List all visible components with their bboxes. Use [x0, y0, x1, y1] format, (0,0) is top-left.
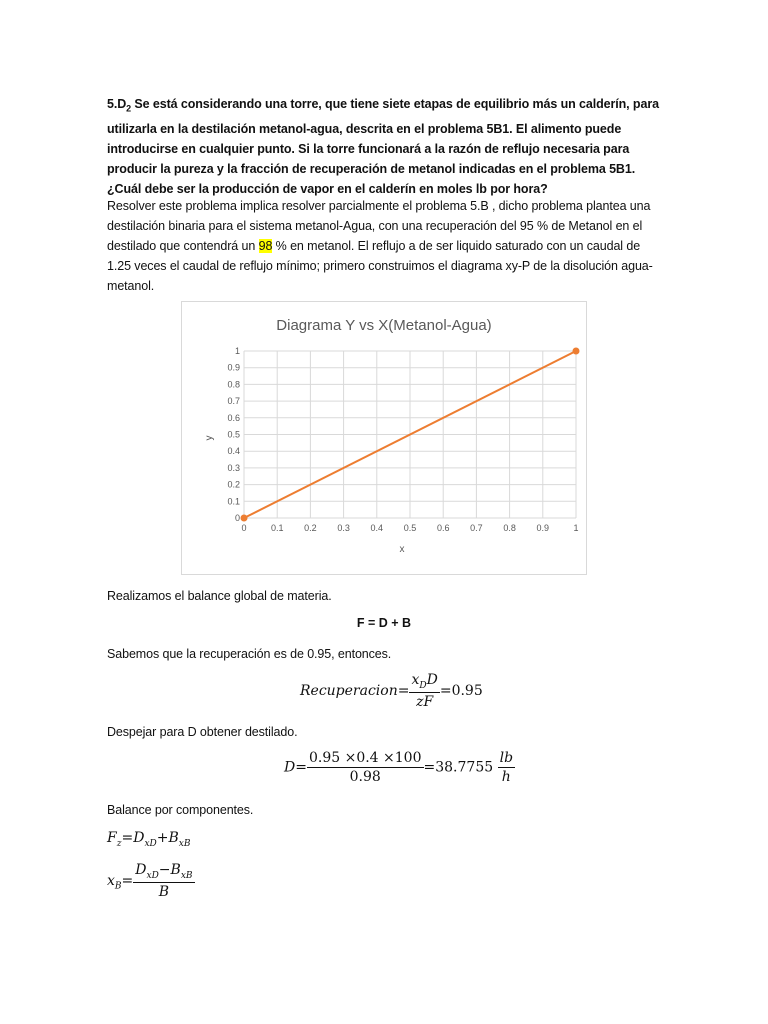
y-tick-label: 0.4 — [227, 446, 240, 457]
y-tick-label: 0.6 — [227, 412, 240, 423]
recovery-fraction — [409, 672, 439, 710]
chart-title: Diagrama Y vs X(Metanol-Agua) — [276, 317, 492, 334]
chart-container — [181, 301, 587, 575]
d-unit — [498, 750, 515, 785]
y-tick-label: 0.8 — [227, 379, 240, 390]
fz-d-sub: xD — [144, 838, 157, 849]
problem-label: 5.D — [107, 97, 127, 111]
x-tick-label: 0.7 — [470, 523, 483, 533]
problem-text: Se está considerando una torre, que tiene siete etapas de equilibrio más un calderín, para utilizarla en la destilación metanol-agua, descrita en el problema 5B1. El alimento puede introducirse en cualquier punto. Si la torre funcionará a la razón de reflujo necesaria para producir la pureza y la fracción de recuperación de metanol indicadas en el problema 5B1. ¿Cuál debe ser la producción de vapor en el calderín en moles lb por hora? — [107, 97, 659, 196]
fz-b: B — [168, 830, 179, 846]
y-tick-label: 0 — [234, 513, 240, 523]
problem-statement — [107, 94, 663, 199]
intro-paragraph — [107, 196, 663, 296]
x-tick-label: 0.5 — [403, 523, 417, 533]
problem-label-sub: 2 — [126, 103, 132, 114]
fz-b-sub: xB — [178, 838, 191, 849]
d-lhs: D — [284, 759, 296, 776]
d-fraction — [307, 750, 424, 785]
global-balance-equation: F = D + B — [356, 616, 412, 630]
global-balance-text: Realizamos el balance global de materia. — [107, 589, 332, 603]
x-tick-label: 1 — [573, 523, 579, 533]
fz-plus: + — [156, 830, 169, 846]
recovery-equation: Recuperacion= $\frac{x_DD}{zF}$ =0.95 — [300, 672, 483, 710]
intro-before: Resolver este problema implica resolver parcialmente el problema 5.B , dicho problema plantea una destilación binaria para el sistema metanol-Agua, con una recuperación del 95 % de Metanol en el destilado que contendrá un — [107, 199, 651, 253]
xb-lhs-sub: B — [114, 881, 122, 892]
recovery-lhs: Recuperacion — [300, 682, 398, 699]
data-point — [573, 348, 580, 355]
fz-lhs-sub: z — [116, 838, 122, 849]
xb-fraction — [133, 862, 194, 900]
fz-equation: $F_z=D_{xD}+B_{xB}$ — [107, 830, 191, 849]
xb-minus: − — [158, 862, 171, 878]
xb-lhs: x — [107, 872, 115, 889]
recovery-num-x: x — [411, 672, 420, 688]
highlighted-value: 98 — [258, 239, 273, 253]
xb-num-b: B — [170, 862, 181, 878]
d-num: 0.95 ×0.4 ×100 — [308, 750, 422, 766]
distillate-equation: D= $\frac{0.95 \times 0.4 \times 100}{0.98}$ =38.7755 $\frac{lb}{h}$ — [284, 750, 514, 785]
x-tick-label: 0.3 — [337, 523, 350, 533]
y-tick-label: 0.7 — [227, 396, 240, 407]
xb-num-d: D — [135, 862, 147, 878]
x-tick-label: 0.6 — [436, 523, 450, 533]
y-tick-label: 1 — [234, 346, 240, 356]
xy-chart — [182, 302, 586, 574]
fz-d: D — [133, 830, 145, 846]
recovery-num-sub: D — [419, 680, 427, 691]
y-tick-label: 0.1 — [227, 496, 240, 507]
d-unit-den: h — [501, 769, 511, 785]
data-point — [241, 515, 248, 522]
components-text: Balance por componentes. — [107, 803, 254, 817]
x-tick-label: 0.2 — [304, 523, 317, 533]
xb-den: B — [158, 883, 170, 900]
x-tick-label: 0 — [241, 523, 247, 533]
y-tick-label: 0.5 — [227, 429, 240, 440]
recovery-num-d: D — [426, 672, 438, 688]
d-unit-num: lb — [499, 750, 514, 766]
x-tick-label: 0.9 — [536, 523, 550, 533]
x-tick-label: 0.8 — [503, 523, 516, 533]
recovery-rhs: 0.95 — [451, 682, 483, 699]
recovery-den: zF — [416, 693, 434, 710]
x-axis-label: x — [399, 544, 405, 555]
y-tick-label: 0.2 — [227, 479, 240, 490]
solve-text: Despejar para D obtener destilado. — [107, 725, 298, 739]
xb-equation: $x_B=$ $\frac{D_{xD}-B_{xB}}{B}$ — [107, 862, 193, 900]
x-tick-label: 0.4 — [370, 523, 384, 533]
xb-num-d-sub: xD — [146, 870, 159, 881]
xb-num-b-sub: xB — [180, 870, 193, 881]
x-tick-label: 0.1 — [270, 523, 284, 533]
d-den: 0.98 — [349, 769, 381, 785]
intro-after: % en metanol. El reflujo a de ser liquido saturado con un caudal de 1.25 veces el caudal de reflujo mínimo; primero construimos el diagrama xy-P de la disolución agua-metanol. — [107, 239, 653, 293]
y-tick-label: 0.3 — [227, 462, 240, 473]
y-axis-label: y — [204, 435, 215, 441]
y-tick-label: 0.9 — [227, 362, 240, 373]
recovery-text: Sabemos que la recuperación es de 0.95, entonces. — [107, 647, 392, 661]
d-value: 38.7755 — [435, 759, 494, 776]
fz-lhs: F — [107, 830, 117, 846]
